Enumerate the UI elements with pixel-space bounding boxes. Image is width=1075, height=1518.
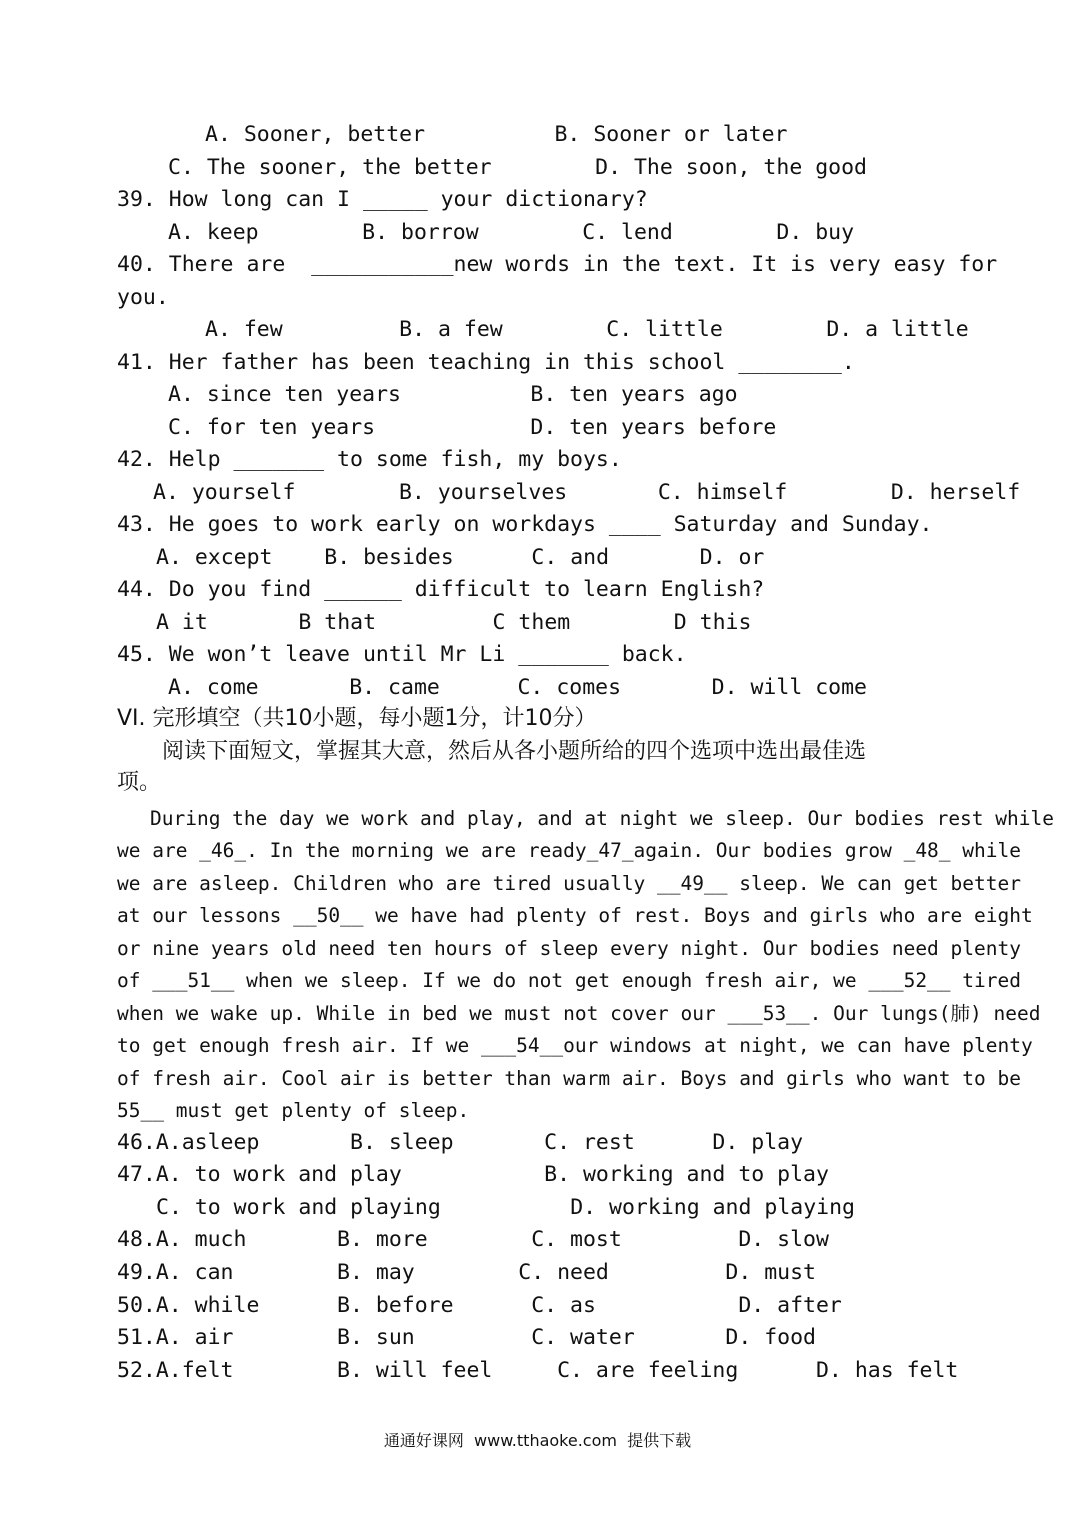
q41-options-ab: A. since ten years B. ten years ago bbox=[168, 382, 738, 407]
q45-options: A. come B. came C. comes D. will come bbox=[168, 675, 867, 700]
q42-stem: 42. Help _______ to some fish, my boys. bbox=[117, 447, 622, 472]
passage-line: we are asleep. Children who are tired usually __49__ sleep. We can get better bbox=[117, 872, 1021, 895]
q50-options: 50.A. while B. before C. as D. after bbox=[117, 1293, 842, 1318]
section-instruction-cont: 项。 bbox=[117, 770, 162, 795]
q39-options: A. keep B. borrow C. lend D. buy bbox=[168, 220, 855, 245]
q51-options: 51.A. air B. sun C. water D. food bbox=[117, 1325, 816, 1350]
passage-line: of ___51__ when we sleep. If we do not get enough fresh air, we ___52__ tired bbox=[117, 969, 1021, 992]
q43-options: A. except B. besides C. and D. or bbox=[156, 545, 765, 570]
q43-stem: 43. He goes to work early on workdays ____ Saturday and Sunday. bbox=[117, 512, 933, 537]
passage-line: 55__ must get plenty of sleep. bbox=[117, 1099, 470, 1122]
passage-line: or nine years old need ten hours of sleep every night. Our bodies need plenty bbox=[117, 937, 1021, 960]
q48-options: 48.A. much B. more C. most D. slow bbox=[117, 1227, 829, 1252]
section-heading: VI. 完形填空（共10小题，每小题1分，计10分） bbox=[117, 706, 597, 731]
q47-options-ab: 47.A. to work and play B. working and to play bbox=[117, 1162, 829, 1187]
q44-stem: 44. Do you find ______ difficult to learn English? bbox=[117, 577, 765, 602]
footer-source: 通通好课网 www.tthaoke.com 提供下载 bbox=[383, 1431, 692, 1450]
q44-options: A it B that C them D this bbox=[156, 610, 752, 635]
q40-stem-cont: you. bbox=[117, 285, 169, 310]
q46-options: 46.A.asleep B. sleep C. rest D. play bbox=[117, 1130, 804, 1155]
section-instruction: 阅读下面短文，掌握其大意，然后从各小题所给的四个选项中选出最佳选 bbox=[162, 739, 867, 764]
passage-line: at our lessons __50__ we have had plenty of rest. Boys and girls who are eight bbox=[117, 904, 1033, 927]
q38-options-ab: A. Sooner, better B. Sooner or later bbox=[205, 122, 788, 147]
q41-stem: 41. Her father has been teaching in this school ________. bbox=[117, 350, 855, 375]
q45-stem: 45. We won’t leave until Mr Li _______ back. bbox=[117, 642, 687, 667]
q39-stem: 39. How long can I _____ your dictionary? bbox=[117, 187, 648, 212]
q49-options: 49.A. can B. may C. need D. must bbox=[117, 1260, 816, 1285]
q42-options: A. yourself B. yourselves C. himself D. herself bbox=[153, 480, 1021, 505]
passage-line: to get enough fresh air. If we ___54__our windows at night, we can have plenty bbox=[117, 1034, 1033, 1057]
q41-options-cd: C. for ten years D. ten years before bbox=[168, 415, 777, 440]
passage-line: of fresh air. Cool air is better than warm air. Boys and girls who want to be bbox=[117, 1067, 1021, 1090]
q40-options: A. few B. a few C. little D. a little bbox=[205, 317, 969, 342]
q40-stem: 40. There are ___________new words in the text. It is very easy for bbox=[117, 252, 998, 277]
q52-options: 52.A.felt B. will feel C. are feeling D. has felt bbox=[117, 1358, 959, 1383]
passage-line: when we wake up. While in bed we must not cover our ___53__. Our lungs(肺) need bbox=[117, 1002, 1041, 1025]
passage-line: During the day we work and play, and at night we sleep. Our bodies rest while bbox=[150, 807, 1054, 830]
q47-options-cd: C. to work and playing D. working and playing bbox=[156, 1195, 855, 1220]
q38-options-cd: C. The sooner, the better D. The soon, the good bbox=[168, 155, 867, 180]
passage-line: we are _46_. In the morning we are ready_47_again. Our bodies grow _48_ while bbox=[117, 839, 1021, 862]
